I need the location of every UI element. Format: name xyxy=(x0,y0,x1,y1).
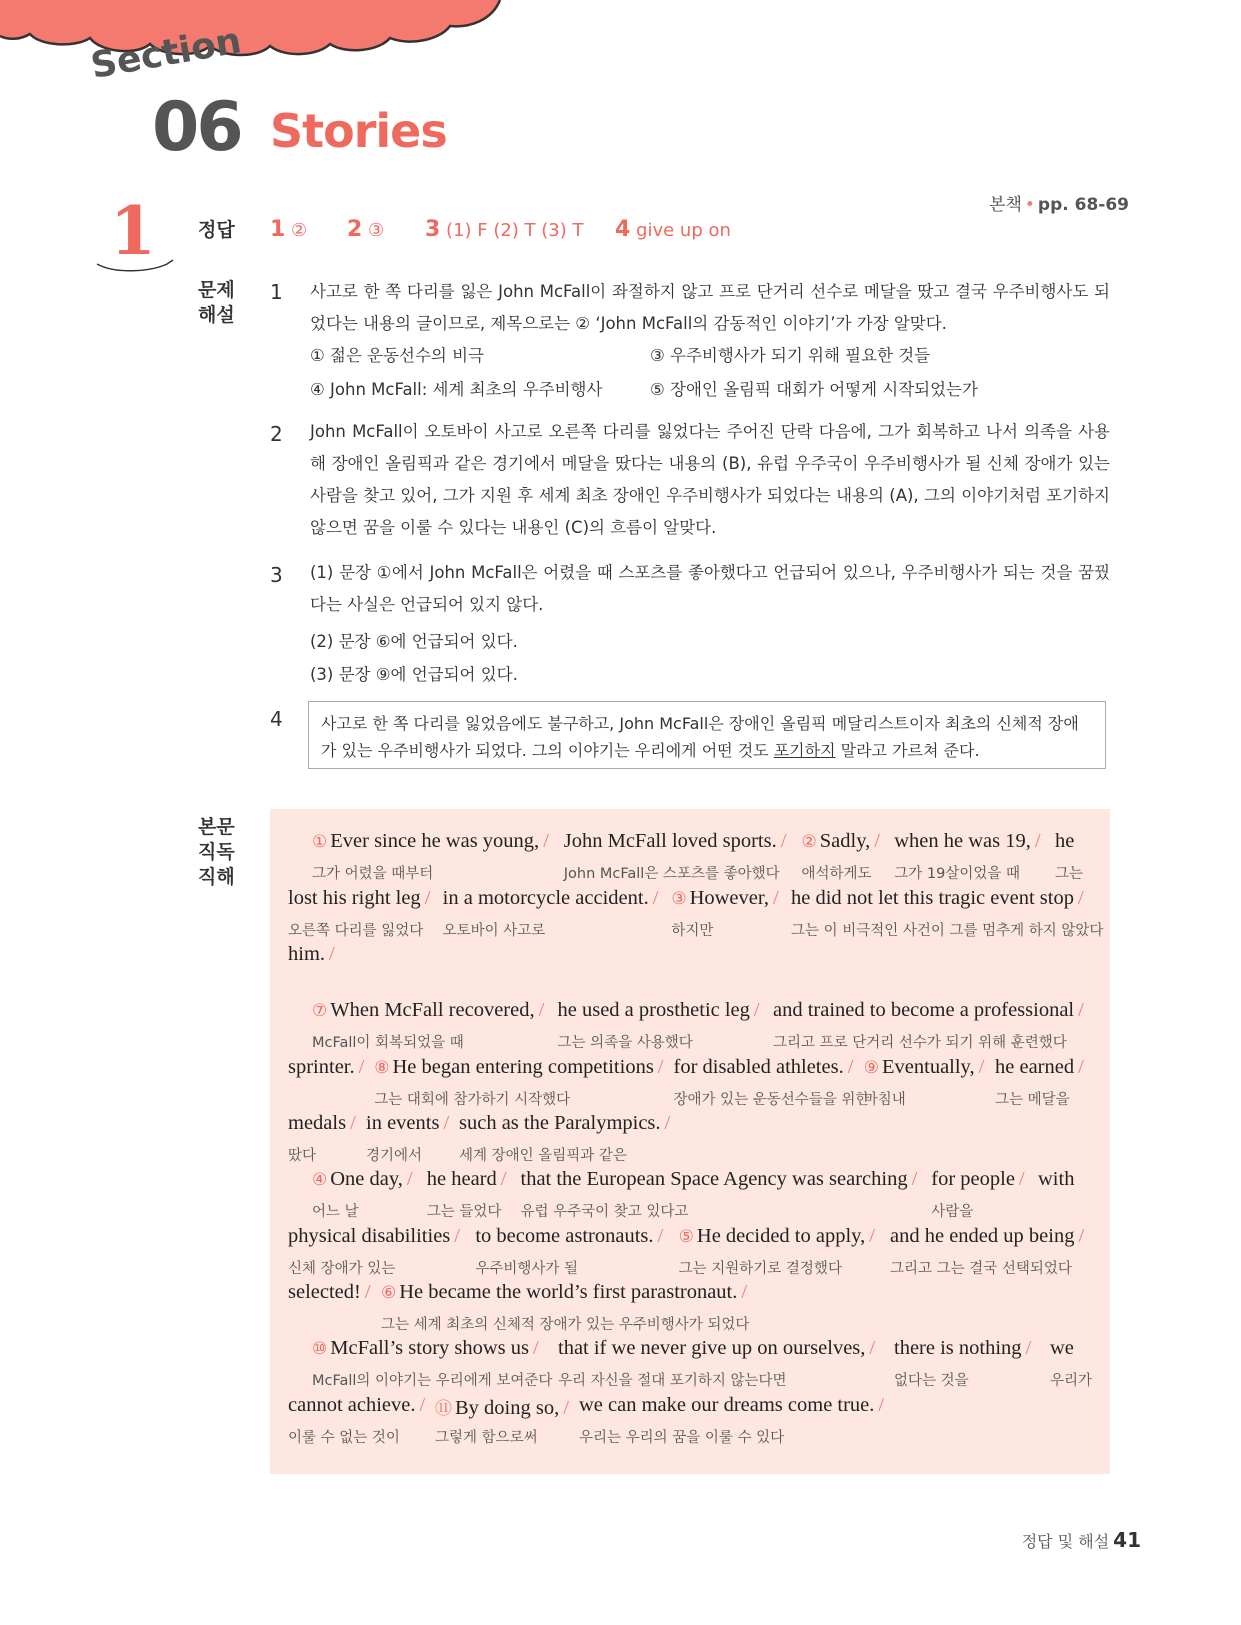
korean-gloss: 애석하게도 xyxy=(801,866,872,882)
slash-divider-icon: / xyxy=(406,1168,413,1190)
reading-chunk xyxy=(288,887,434,939)
slash-divider-icon: / xyxy=(1078,999,1084,1021)
english-chunk: Sadly, xyxy=(819,830,871,852)
option-item: ⑤ 장애인 올림픽 대회가 어떻게 시작되었는가 xyxy=(650,380,978,399)
english-chunk: in events xyxy=(366,1112,440,1134)
english-chunk: By doing so, xyxy=(455,1397,560,1419)
korean-gloss: 어느 날 xyxy=(312,1204,359,1220)
reading-chunk xyxy=(558,1337,879,1389)
english-chunk: John McFall loved sports. xyxy=(563,830,777,852)
korean-gloss: 그는 세계 최초의 신체적 장애가 있는 우주비행사가 되었다 xyxy=(381,1317,750,1333)
slash-divider-icon: / xyxy=(753,999,760,1021)
reading-line xyxy=(288,887,1104,945)
english-chunk: Eventually, xyxy=(882,1056,975,1078)
slash-divider-icon: / xyxy=(443,1112,450,1134)
reading-chunk xyxy=(557,999,764,1051)
korean-gloss: 유럽 우주국이 찾고 있다고 xyxy=(520,1204,689,1220)
slash-divider-icon: / xyxy=(364,1281,371,1303)
reading-chunk xyxy=(863,1056,989,1108)
slash-divider-icon: / xyxy=(1034,830,1041,852)
section-word: Section xyxy=(87,20,245,87)
english-chunk: we can make our dreams come true. xyxy=(579,1394,875,1416)
option-item: ① 젊은 운동선수의 비극 xyxy=(310,346,484,365)
reading-chunk xyxy=(995,1056,1088,1108)
korean-gloss: McFall이 회복되었을 때 xyxy=(312,1035,464,1051)
english-chunk: physical disabilities xyxy=(288,1225,451,1247)
slash-divider-icon: / xyxy=(773,887,779,909)
english-chunk: he xyxy=(1055,830,1075,852)
answer-item: 4 give up on xyxy=(615,217,731,242)
english-chunk: cannot achieve. xyxy=(288,1394,416,1416)
korean-gloss: 이룰 수 없는 것이 xyxy=(288,1430,400,1446)
korean-gloss: 그는 메달을 xyxy=(995,1092,1070,1108)
slash-divider-icon: / xyxy=(741,1281,748,1303)
problem-number: 1 xyxy=(110,192,156,270)
section-number: 06 xyxy=(152,88,241,167)
slash-divider-icon: / xyxy=(538,999,545,1021)
sentence-number: ④ xyxy=(312,1170,328,1190)
slash-divider-icon: / xyxy=(1018,1168,1025,1190)
korean-gloss: 그는 xyxy=(1055,866,1084,882)
korean-gloss: 세계 장애인 올림픽과 같은 xyxy=(459,1148,627,1164)
korean-gloss: 없다는 것을 xyxy=(894,1373,969,1389)
explanation-text: John McFall이 오토바이 사고로 오른쪽 다리를 잃었다는 주어진 단락 다음에, 그가 회복하고 나서 의족을 사용해 장애인 올림픽과 같은 경기에서 메달을 땄다는 내용의 (B), 유럽 우주국이 우주비행사가 될 신체 장애가 있는 사람을 찾고 있어, 그가 지원 후 세계 최초 장애인 우주비행사가 되었다는 내용의 (A), 그의 이야기처럼 포기하지 않으면 꿈을 이룰 수 있다는 내용인 (C)의 흐름이 알맞다. xyxy=(310,422,1110,537)
sentence-number: ① xyxy=(312,832,328,852)
reading-line xyxy=(288,1337,1093,1395)
sentence-number: ⑨ xyxy=(863,1058,879,1078)
english-chunk: Ever since he was young, xyxy=(330,830,540,852)
reading-line xyxy=(288,1281,1088,1339)
slash-divider-icon: / xyxy=(533,1337,539,1359)
english-chunk: sprinter. xyxy=(288,1056,355,1078)
reading-chunk xyxy=(312,1337,553,1389)
english-chunk: One day, xyxy=(330,1168,403,1190)
reading-chunk xyxy=(459,1112,674,1164)
english-chunk: him. xyxy=(288,943,326,965)
reading-chunk xyxy=(288,1225,464,1277)
korean-gloss: 그가 어렸을 때부터 xyxy=(312,866,434,882)
slash-divider-icon: / xyxy=(543,830,549,852)
english-chunk: However, xyxy=(689,887,770,909)
slash-divider-icon: / xyxy=(780,830,787,852)
reading-chunk xyxy=(288,1394,429,1446)
korean-gloss: 신체 장애가 있는 xyxy=(288,1261,396,1277)
reading-chunk xyxy=(890,1225,1088,1277)
slash-divider-icon: / xyxy=(878,1394,885,1416)
korean-gloss: McFall의 이야기는 우리에게 보여준다 xyxy=(312,1373,553,1389)
reading-chunk xyxy=(366,1112,453,1164)
slash-divider-icon: / xyxy=(419,1394,426,1416)
reading-chunk xyxy=(801,830,884,882)
reading-chunk xyxy=(894,830,1044,882)
slash-divider-icon: / xyxy=(454,1225,460,1247)
reading-chunk xyxy=(671,887,782,939)
explanation-label: 문제 해설 xyxy=(198,279,235,326)
english-chunk: and trained to become a professional xyxy=(773,999,1075,1021)
korean-gloss: 오른쪽 다리를 잃었다 xyxy=(288,923,424,939)
reading-chunk xyxy=(678,1225,879,1277)
english-chunk: that the European Space Agency was searching xyxy=(520,1168,908,1190)
sentence-number: ⑦ xyxy=(312,1001,328,1021)
english-chunk: he did not let this tragic event stop xyxy=(791,887,1074,909)
reading-chunk xyxy=(673,1056,870,1108)
sentence-number: ⑧ xyxy=(374,1058,390,1078)
footer-label: 정답 및 해설 xyxy=(1021,1532,1110,1551)
reading-line xyxy=(288,999,1088,1057)
slash-divider-icon: / xyxy=(664,1112,671,1134)
korean-gloss: 그리고 프로 단거리 선수가 되기 위해 훈련했다 xyxy=(773,1035,1067,1051)
underlined-answer: 포기하지 xyxy=(773,741,836,760)
korean-gloss: 그는 의족을 사용했다 xyxy=(557,1035,693,1051)
korean-gloss: 우리는 우리의 꿈을 이룰 수 있다 xyxy=(579,1430,785,1446)
korean-gloss: 사람을 xyxy=(931,1204,974,1220)
korean-gloss: 우주비행사가 될 xyxy=(475,1261,578,1277)
reading-chunk xyxy=(931,1168,1028,1220)
slash-divider-icon: / xyxy=(652,887,659,909)
reading-chunk xyxy=(520,1168,922,1220)
reading-chunk xyxy=(475,1225,667,1277)
english-chunk: we xyxy=(1050,1337,1074,1359)
reading-chunk xyxy=(288,1056,368,1079)
reading-chunk xyxy=(442,887,663,939)
english-chunk: such as the Paralympics. xyxy=(459,1112,661,1134)
slash-divider-icon: / xyxy=(911,1168,918,1190)
reading-chunk xyxy=(381,1281,751,1333)
korean-gloss: 장애가 있는 운동선수들을 위한 xyxy=(673,1092,870,1108)
english-chunk: there is nothing xyxy=(894,1337,1022,1359)
english-chunk: when he was 19, xyxy=(894,830,1031,852)
explanation-text: (1) 문장 ①에서 John McFall은 어렸을 때 스포츠를 좋아했다고 언급되어 있으나, 우주비행사가 되는 것을 꿈꿨다는 사실은 언급되어 있지 않다. xyxy=(310,563,1110,614)
reading-line xyxy=(288,1056,1088,1114)
slash-divider-icon: / xyxy=(874,830,880,852)
reading-chunk xyxy=(1055,830,1088,882)
english-chunk: to become astronauts. xyxy=(475,1225,654,1247)
answer-item: 2 ③ xyxy=(347,217,385,242)
reading-chunk xyxy=(579,1394,888,1446)
slash-divider-icon: / xyxy=(657,1225,664,1247)
korean-gloss: 오토바이 사고로 xyxy=(442,923,546,939)
question-number: 3 xyxy=(270,563,283,587)
sentence-number: ③ xyxy=(671,889,687,909)
header-cloud-decoration xyxy=(0,0,520,70)
answer-item: 3 (1) F (2) T (3) T xyxy=(425,217,584,242)
english-chunk: in a motorcycle accident. xyxy=(442,887,649,909)
slash-divider-icon: / xyxy=(350,1112,356,1134)
english-chunk: He became the world’s first parastronaut. xyxy=(399,1281,738,1303)
question-number: 1 xyxy=(270,280,283,304)
page-ref-pages: pp. 68-69 xyxy=(1037,195,1129,215)
swoosh-underline-icon xyxy=(95,258,175,274)
question-number: 2 xyxy=(270,422,283,446)
slash-divider-icon: / xyxy=(978,1056,985,1078)
english-chunk: for people xyxy=(931,1168,1015,1190)
page-number: 41 xyxy=(1113,1528,1141,1552)
reading-line xyxy=(288,830,1088,888)
reading-line xyxy=(288,1225,1088,1283)
sentence-number: ⑩ xyxy=(312,1339,328,1359)
slash-divider-icon: / xyxy=(358,1056,365,1078)
korean-gloss: 하지만 xyxy=(671,923,714,939)
slash-divider-icon: / xyxy=(563,1397,569,1419)
english-chunk: medals xyxy=(288,1112,347,1134)
page-ref-book: 본책 xyxy=(989,195,1022,215)
reading-chunk xyxy=(288,943,339,966)
korean-gloss: 경기에서 xyxy=(366,1148,423,1164)
reading-chunk xyxy=(288,1281,375,1304)
reading-line xyxy=(288,1168,1088,1226)
page-reference xyxy=(989,190,1129,215)
reading-chunk xyxy=(312,1168,417,1220)
slash-divider-icon: / xyxy=(869,1337,876,1359)
answer-item: 1 ② xyxy=(270,217,308,242)
reading-line xyxy=(288,943,1088,1001)
reading-chunk xyxy=(894,1337,1035,1389)
english-chunk: and he ended up being xyxy=(890,1225,1075,1247)
english-chunk: he used a prosthetic leg xyxy=(557,999,750,1021)
korean-gloss: 마침내 xyxy=(863,1092,906,1108)
reading-chunk xyxy=(374,1056,667,1108)
english-chunk: When McFall recovered, xyxy=(330,999,535,1021)
korean-gloss: 우리 자신을 절대 포기하지 않는다면 xyxy=(558,1373,787,1389)
korean-gloss: John McFall은 스포츠를 좋아했다 xyxy=(563,866,780,882)
reading-chunk xyxy=(288,1112,360,1164)
korean-gloss: 그리고 그는 결국 선택되었다 xyxy=(890,1261,1072,1277)
section-title: Stories xyxy=(270,104,447,158)
reading-chunk xyxy=(563,830,791,882)
option-item: ③ 우주비행사가 되기 위해 필요한 것들 xyxy=(650,346,931,365)
reading-chunk xyxy=(435,1394,573,1446)
bullet-dot-icon: • xyxy=(1024,195,1035,215)
sentence-number: ⑪ xyxy=(435,1399,452,1419)
reading-chunk xyxy=(426,1168,511,1220)
explanation-text: (2) 문장 ⑥에 언급되어 있다. xyxy=(310,632,518,651)
translation-box: 사고로 한 쪽 다리를 잃었음에도 불구하고, John McFall은 장애인 올림픽 메달리스트이자 최초의 신체적 장애가 있는 우주비행사가 되었다. 그의 이야기는 우리에게 어떤 것도 포기하지 말라고 가르쳐 준다. xyxy=(308,701,1106,769)
slash-divider-icon: / xyxy=(847,1056,854,1078)
slash-divider-icon: / xyxy=(1077,887,1084,909)
slash-divider-icon: / xyxy=(1078,1225,1085,1247)
reading-chunk xyxy=(773,999,1088,1051)
slash-divider-icon: / xyxy=(869,1225,875,1247)
reading-label: 본문 직독 직해 xyxy=(198,816,235,888)
slash-divider-icon: / xyxy=(424,887,431,909)
answer-label: 정답 xyxy=(198,219,235,241)
korean-gloss: 그는 이 비극적인 사건이 그를 멈추게 하지 않았다 xyxy=(791,923,1104,939)
sentence-number: ② xyxy=(801,832,817,852)
english-chunk: He began entering competitions xyxy=(392,1056,654,1078)
korean-gloss: 그는 들었다 xyxy=(426,1204,502,1220)
english-chunk: selected! xyxy=(288,1281,361,1303)
korean-gloss: 그렇게 함으로써 xyxy=(435,1430,538,1446)
english-chunk: McFall’s story shows us xyxy=(330,1337,530,1359)
english-chunk: for disabled athletes. xyxy=(673,1056,844,1078)
english-chunk: with xyxy=(1038,1168,1075,1190)
reading-chunk xyxy=(1050,1337,1093,1389)
reading-chunk xyxy=(312,830,553,882)
korean-gloss: 그가 19살이었을 때 xyxy=(894,866,1020,882)
question-number: 4 xyxy=(270,707,283,731)
english-chunk: He decided to apply, xyxy=(696,1225,866,1247)
option-item: ④ John McFall: 세계 최초의 우주비행사 xyxy=(310,380,603,399)
explanation-text: 사고로 한 쪽 다리를 잃은 John McFall이 좌절하지 않고 프로 단거리 선수로 메달을 땄고 결국 우주비행사도 되었다는 내용의 글이므로, 제목으로는 ② ‘John McFall의 감동적인 이야기’가 가장 알맞다. xyxy=(310,282,1110,333)
korean-gloss: 그는 대회에 참가하기 시작했다 xyxy=(374,1092,571,1108)
reading-line xyxy=(288,1394,1088,1452)
slash-divider-icon: / xyxy=(329,943,335,965)
english-chunk: he earned xyxy=(995,1056,1075,1078)
korean-gloss: 우리가 xyxy=(1050,1373,1093,1389)
reading-chunk xyxy=(791,887,1104,939)
english-chunk: he heard xyxy=(426,1168,497,1190)
reading-chunk xyxy=(312,999,548,1051)
reading-line xyxy=(288,1112,1088,1170)
slash-divider-icon: / xyxy=(657,1056,664,1078)
slash-divider-icon: / xyxy=(500,1168,507,1190)
korean-gloss: 그는 지원하기로 결정했다 xyxy=(678,1261,842,1277)
page-footer xyxy=(1022,1528,1141,1552)
korean-gloss: 땄다 xyxy=(288,1148,317,1164)
english-chunk: lost his right leg xyxy=(288,887,421,909)
reading-chunk xyxy=(1038,1168,1088,1191)
sentence-number: ⑤ xyxy=(678,1227,694,1247)
slash-divider-icon: / xyxy=(1078,1056,1084,1078)
slash-divider-icon: / xyxy=(1025,1337,1032,1359)
sentence-number: ⑥ xyxy=(381,1283,397,1303)
explanation-text: (3) 문장 ⑨에 언급되어 있다. xyxy=(310,665,518,684)
english-chunk: that if we never give up on ourselves, xyxy=(558,1337,866,1359)
